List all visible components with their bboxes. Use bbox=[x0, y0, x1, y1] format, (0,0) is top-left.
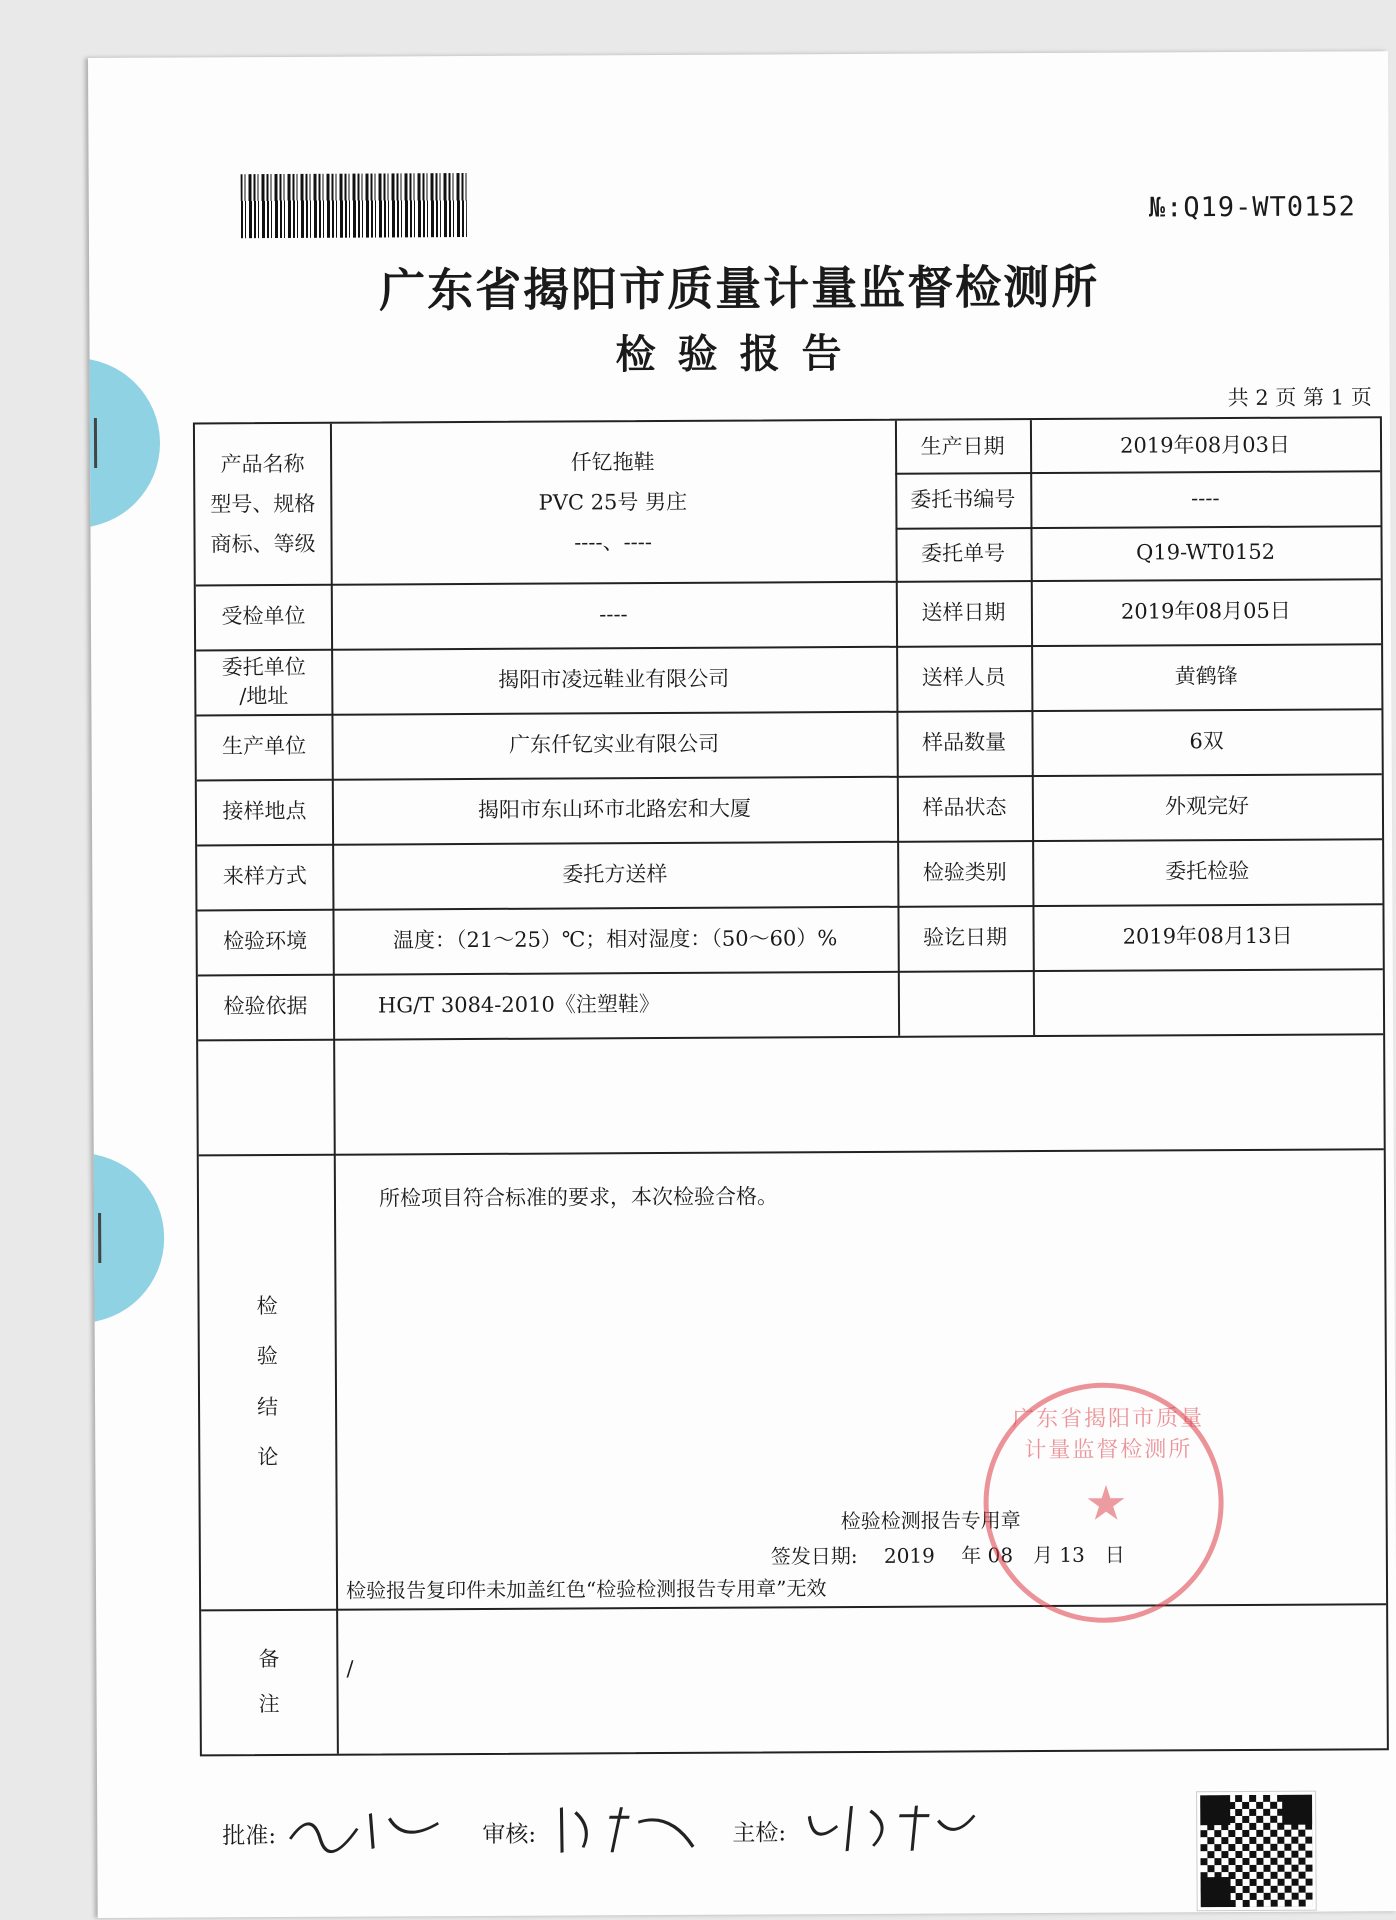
official-seal bbox=[983, 1382, 1224, 1623]
prod-date-label: 生产日期 bbox=[920, 434, 1005, 459]
stamp-caption: 检验检测报告专用章 bbox=[840, 1507, 1021, 1533]
qty: 6双 bbox=[1189, 729, 1224, 754]
inspect-type: 委托检验 bbox=[1165, 859, 1250, 884]
qty-label: 样品数量 bbox=[922, 730, 1007, 756]
send-date-label: 送样日期 bbox=[921, 600, 1006, 626]
conclusion-label bbox=[199, 1154, 336, 1610]
sender-label: 送样人员 bbox=[921, 665, 1006, 691]
basis: HG/T 3084-2010《注塑鞋》 bbox=[377, 992, 660, 1018]
conclusion-text: 所检项目符合标准的要求，本次检验合格。 bbox=[378, 1184, 779, 1211]
basis-label: 检验依据 bbox=[223, 994, 308, 1019]
env: 温度：（21～25）℃；相对湿度：（50～60）% bbox=[392, 926, 838, 953]
sample-state-label: 样品状态 bbox=[922, 795, 1007, 821]
report-page bbox=[88, 51, 1396, 1918]
client-label bbox=[196, 649, 331, 715]
remarks: / bbox=[346, 1656, 354, 1681]
page-count: 共 2 页 第 1 页 bbox=[1227, 385, 1372, 411]
main-label: 主检: bbox=[732, 1820, 787, 1847]
producer: 广东仟钇实业有限公司 bbox=[509, 732, 720, 758]
delivery: 委托方送样 bbox=[562, 862, 668, 887]
binder-tab-top bbox=[88, 358, 160, 528]
main-signature bbox=[791, 1795, 983, 1856]
copy-note: 检验报告复印件未加盖红色“检验检测报告专用章”无效 bbox=[345, 1575, 827, 1603]
send-date: 2019年08月05日 bbox=[1120, 599, 1291, 624]
entrust-no-label: 委托单号 bbox=[921, 541, 1006, 567]
entrust-book: ---- bbox=[1191, 486, 1220, 511]
review-signature bbox=[541, 1797, 713, 1858]
brand-label: 商标、等级 bbox=[210, 531, 316, 557]
document-title: 检验报告 bbox=[615, 330, 864, 379]
prod-date: 2019年08月03日 bbox=[1120, 432, 1291, 458]
remarks-label bbox=[201, 1609, 337, 1755]
sample-state: 外观完好 bbox=[1164, 794, 1249, 819]
binder-tab-bottom bbox=[88, 1153, 165, 1323]
finish-date: 2019年08月13日 bbox=[1122, 924, 1293, 949]
client-label-line2: /地址 bbox=[239, 683, 289, 708]
inspected-unit-label: 受检单位 bbox=[221, 604, 306, 629]
star-icon: ★ bbox=[1084, 1475, 1128, 1532]
remarks-char-1: 备 bbox=[258, 1647, 280, 1672]
product-name: 仟钇拖鞋 bbox=[570, 449, 655, 475]
receive-place: 揭阳市东山环市北路宏和大厦 bbox=[477, 796, 752, 823]
inspected-unit: ---- bbox=[599, 602, 628, 627]
conclusion-char-3: 结 bbox=[257, 1394, 279, 1419]
client-label-line1: 委托单位 bbox=[221, 655, 306, 680]
client: 揭阳市凌远鞋业有限公司 bbox=[498, 667, 730, 693]
barcode bbox=[241, 173, 467, 238]
conclusion-char-2: 验 bbox=[256, 1344, 278, 1369]
product-brand: ----、---- bbox=[574, 530, 652, 555]
approve-signature bbox=[281, 1798, 453, 1859]
producer-label: 生产单位 bbox=[222, 734, 307, 759]
qr-code bbox=[1197, 1792, 1316, 1911]
product-name-label: 产品名称 bbox=[220, 451, 305, 476]
product-labels bbox=[195, 424, 331, 585]
remarks-char-2: 注 bbox=[258, 1691, 280, 1716]
entrust-no: Q19-WT0152 bbox=[1136, 540, 1276, 565]
conclusion-char-4: 论 bbox=[257, 1444, 279, 1469]
sender: 黄鹤锋 bbox=[1174, 664, 1238, 689]
report-number: №:Q19-WT0152 bbox=[1148, 191, 1356, 224]
model-label: 型号、规格 bbox=[210, 491, 316, 517]
inspect-type-label: 检验类别 bbox=[922, 860, 1007, 886]
conclusion-char-1: 检 bbox=[256, 1294, 278, 1319]
approve-label: 批准: bbox=[222, 1823, 277, 1850]
product-model: PVC 25号 男庄 bbox=[538, 489, 688, 515]
product-values bbox=[330, 421, 896, 584]
seal-ring-text: 广东省揭阳市质量计量监督检测所 bbox=[1012, 1406, 1205, 1464]
env-label: 检验环境 bbox=[223, 929, 308, 954]
issue-date: 签发日期: 2019 年 08 月 13 日 bbox=[770, 1542, 1125, 1568]
delivery-label: 来样方式 bbox=[222, 864, 307, 889]
organization-title: 广东省揭阳市质量计量监督检测所 bbox=[379, 259, 1100, 318]
review-label: 审核: bbox=[482, 1821, 537, 1848]
entrust-book-label: 委托书编号 bbox=[910, 487, 1016, 513]
receive-place-label: 接样地点 bbox=[222, 799, 307, 824]
finish-date-label: 验讫日期 bbox=[923, 925, 1008, 951]
